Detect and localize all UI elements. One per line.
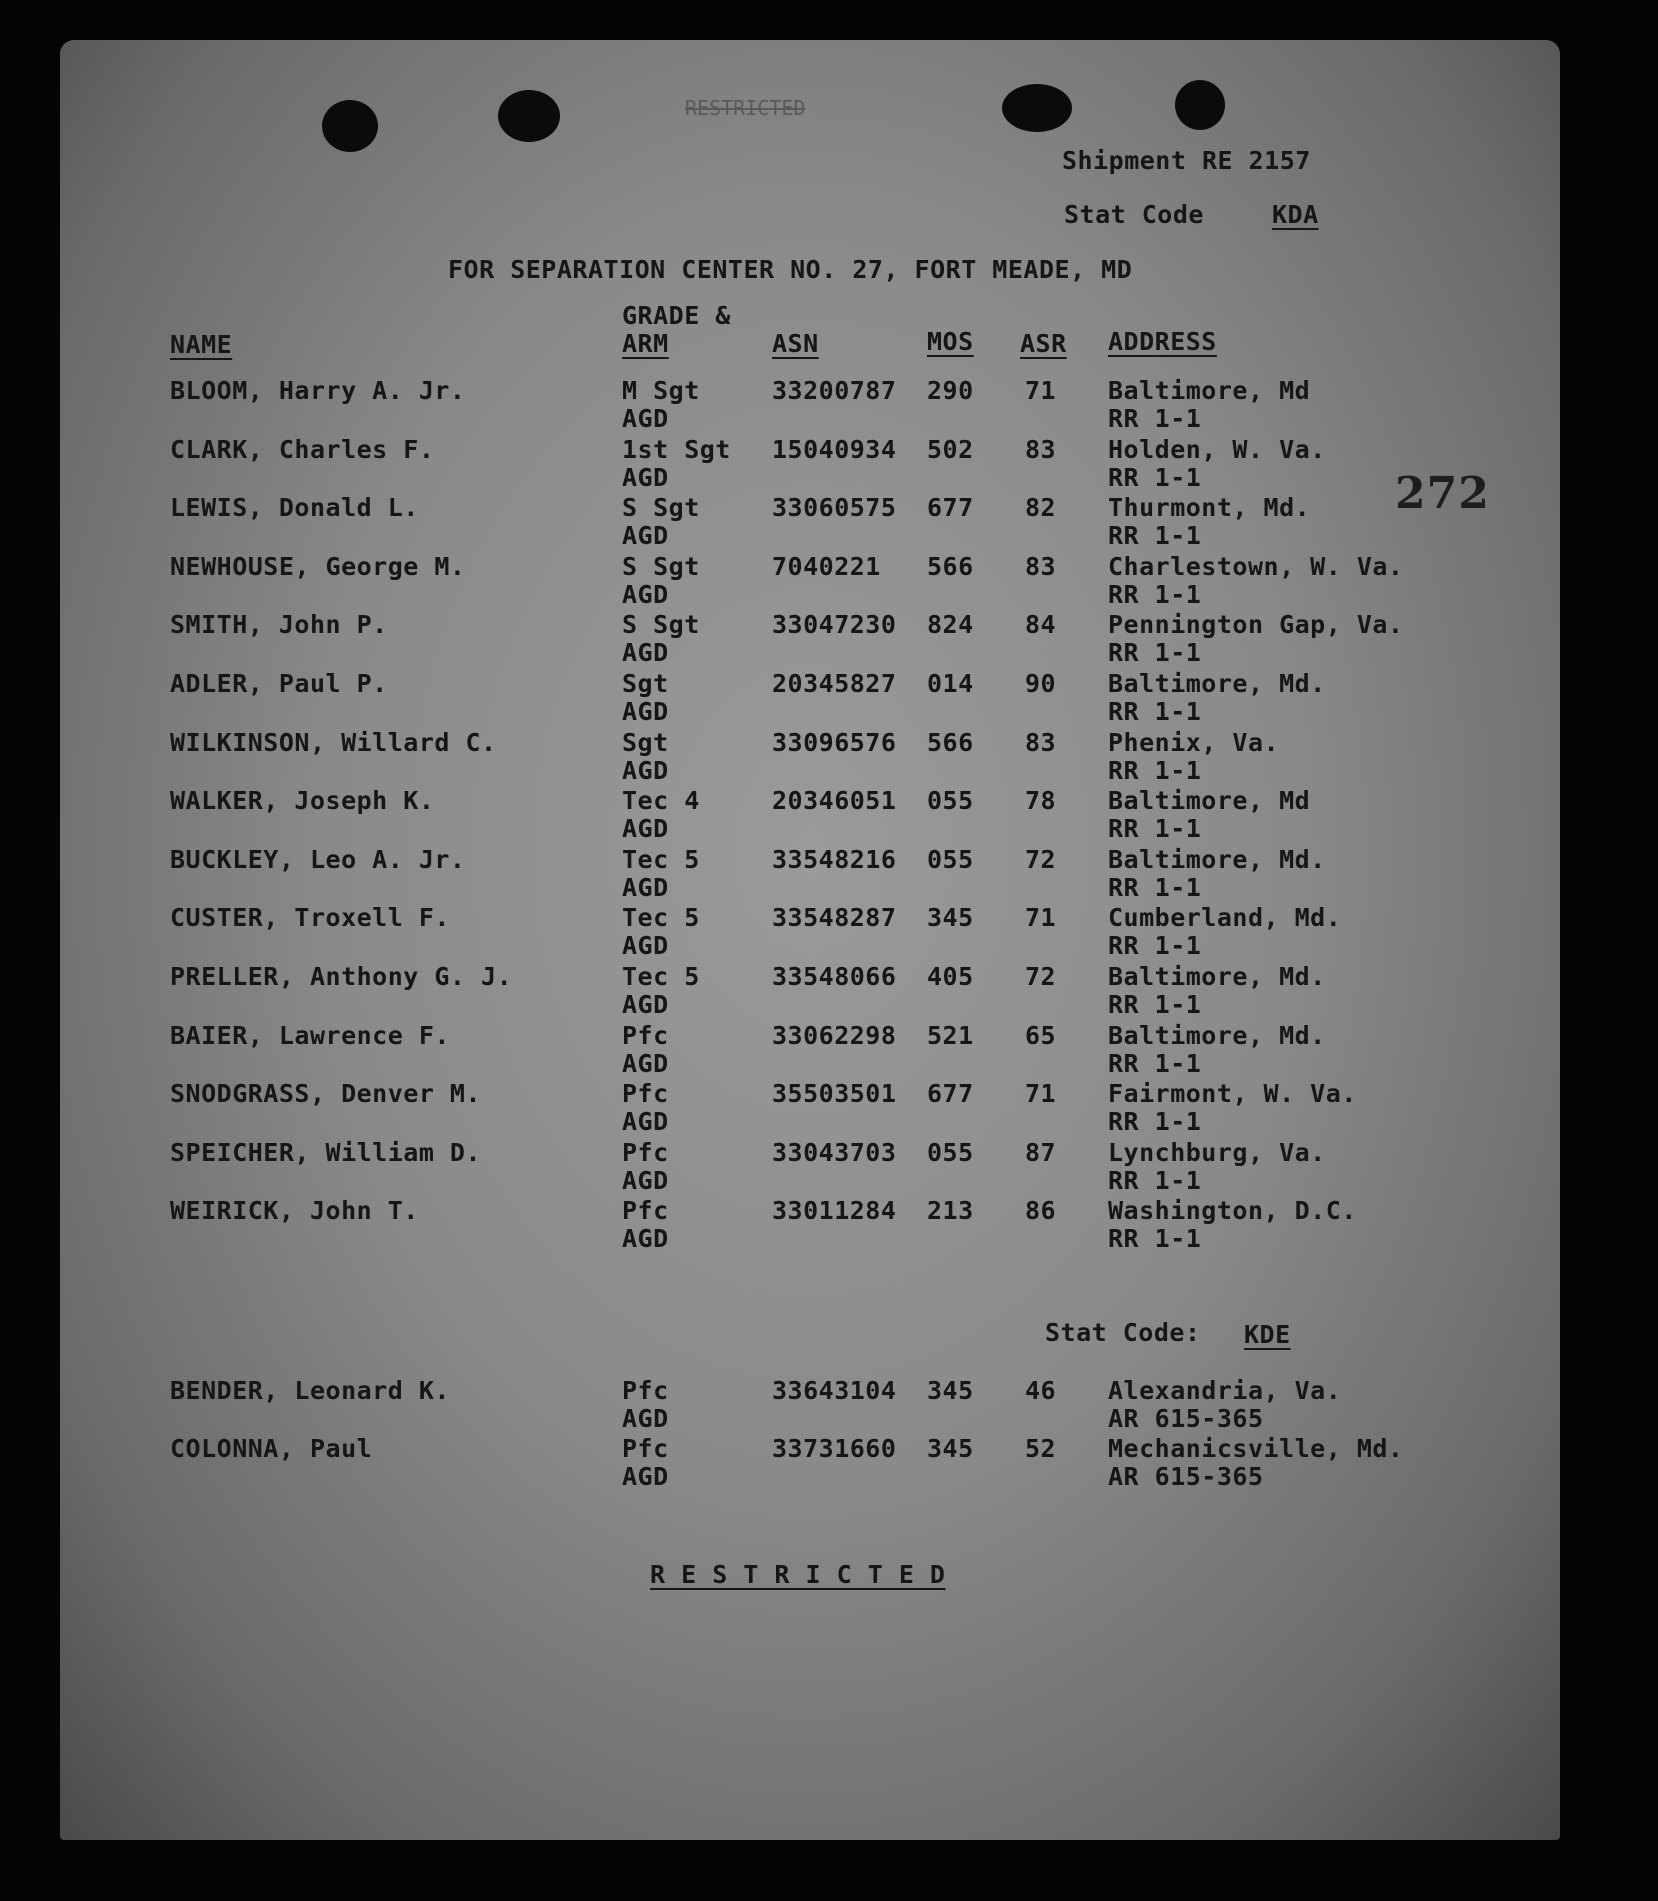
cell-grade: S Sgt [622, 551, 700, 581]
cell-address: Pennington Gap, Va. [1108, 610, 1404, 640]
cell-asr: 84 [1025, 610, 1057, 640]
cell-asr: 83 [1025, 434, 1057, 464]
stat-code-label: Stat Code [1064, 200, 1204, 229]
cell-auth: RR 1-1 [1108, 579, 1202, 609]
cell-auth: RR 1-1 [1108, 404, 1202, 433]
cell-auth: AR 615-365 [1108, 1404, 1264, 1433]
cell-address: Holden, W. Va. [1108, 434, 1326, 464]
cell-address: Charlestown, W. Va. [1108, 551, 1404, 581]
cell-asr: 83 [1025, 727, 1057, 757]
cell-asr: 82 [1025, 493, 1057, 523]
cell-mos: 345 [927, 1434, 974, 1463]
cell-auth: RR 1-1 [1108, 697, 1202, 726]
col-header-asn: ASN [772, 329, 819, 358]
cell-arm: AGD [622, 1224, 669, 1254]
cell-grade: Pfc [622, 1079, 669, 1109]
col-header-name: NAME [170, 330, 233, 359]
cell-grade: Pfc [622, 1137, 669, 1167]
cell-asn: 20346051 [772, 786, 897, 816]
cell-grade: Tec 5 [622, 903, 700, 933]
cell-asn: 35503501 [772, 1079, 897, 1109]
cell-name: LEWIS, Donald L. [170, 493, 419, 523]
cell-grade: Pfc [622, 1196, 669, 1226]
cell-asn: 33548216 [772, 844, 897, 874]
cell-name: WEIRICK, John T. [170, 1196, 419, 1226]
cell-asn: 33062298 [772, 1020, 897, 1050]
cell-mos: 055 [927, 786, 974, 816]
cell-auth: RR 1-1 [1108, 521, 1202, 551]
document-title: FOR SEPARATION CENTER NO. 27, FORT MEADE, MD [448, 255, 1133, 284]
cell-name: CLARK, Charles F. [170, 434, 435, 464]
cell-arm: AGD [622, 1404, 669, 1433]
cell-arm: AGD [622, 990, 669, 1019]
cell-address: Mechanicsville, Md. [1108, 1434, 1404, 1463]
cell-name: ADLER, Paul P. [170, 669, 388, 698]
cell-grade: Tec 4 [622, 786, 700, 816]
page-number-stamp: 272 [1395, 468, 1490, 519]
col-header-address: ADDRESS [1108, 327, 1217, 356]
cell-name: SMITH, John P. [170, 610, 388, 640]
cell-name: BUCKLEY, Leo A. Jr. [170, 844, 466, 874]
stat-code-value: KDA [1272, 200, 1319, 229]
cell-mos: 213 [927, 1196, 974, 1226]
cell-auth: RR 1-1 [1108, 1048, 1202, 1078]
cell-name: SPEICHER, William D. [170, 1137, 482, 1167]
col-header-grade-top: GRADE & [622, 301, 731, 330]
cell-address: Baltimore, Md [1108, 786, 1311, 816]
cell-arm: AGD [622, 579, 669, 609]
cell-mos: 521 [927, 1020, 974, 1050]
cell-arm: AGD [622, 1107, 669, 1137]
cell-address: Lynchburg, Va. [1108, 1137, 1326, 1167]
cell-auth: RR 1-1 [1108, 1107, 1202, 1137]
cell-arm: AGD [622, 755, 669, 785]
cell-asr: 71 [1025, 1079, 1057, 1109]
cell-asn: 33200787 [772, 376, 897, 405]
cell-mos: 677 [927, 1079, 974, 1109]
stat-code-2-value: KDE [1244, 1320, 1291, 1349]
cell-auth: RR 1-1 [1108, 931, 1202, 961]
cell-mos: 405 [927, 962, 974, 991]
cell-arm: AGD [622, 462, 669, 492]
cell-asn: 15040934 [772, 434, 897, 464]
cell-address: Cumberland, Md. [1108, 903, 1342, 933]
shipment-number: Shipment RE 2157 [1062, 146, 1311, 175]
cell-asr: 46 [1025, 1376, 1057, 1405]
cell-address: Baltimore, Md. [1108, 669, 1326, 698]
cell-asr: 86 [1025, 1196, 1057, 1226]
cell-name: SNODGRASS, Denver M. [170, 1079, 482, 1109]
punch-hole [1175, 80, 1225, 130]
document-page [60, 40, 1560, 1840]
cell-auth: RR 1-1 [1108, 462, 1202, 492]
cell-auth: RR 1-1 [1108, 1224, 1202, 1254]
cell-address: Baltimore, Md. [1108, 962, 1326, 991]
cell-auth: RR 1-1 [1108, 755, 1202, 785]
cell-auth: AR 615-365 [1108, 1462, 1264, 1491]
cell-asr: 78 [1025, 786, 1057, 816]
cell-address: Baltimore, Md [1108, 376, 1311, 405]
cell-address: Alexandria, Va. [1108, 1376, 1342, 1405]
cell-grade: S Sgt [622, 610, 700, 640]
cell-asr: 87 [1025, 1137, 1057, 1167]
cell-asr: 65 [1025, 1020, 1057, 1050]
cell-asn: 33096576 [772, 727, 897, 757]
cell-grade: Tec 5 [622, 844, 700, 874]
cell-asn: 33011284 [772, 1196, 897, 1226]
cell-mos: 345 [927, 903, 974, 933]
cell-name: WALKER, Joseph K. [170, 786, 435, 816]
punch-hole [1002, 84, 1072, 132]
cell-mos: 566 [927, 551, 974, 581]
cell-name: BAIER, Lawrence F. [170, 1020, 450, 1050]
cell-arm: AGD [622, 872, 669, 902]
cell-asr: 71 [1025, 376, 1057, 405]
cell-auth: RR 1-1 [1108, 872, 1202, 902]
cell-mos: 055 [927, 844, 974, 874]
cell-address: Thurmont, Md. [1108, 493, 1311, 523]
cell-address: Washington, D.C. [1108, 1196, 1357, 1226]
cell-arm: AGD [622, 1048, 669, 1078]
cell-grade: Pfc [622, 1020, 669, 1050]
cell-asn: 33643104 [772, 1376, 897, 1405]
cell-name: NEWHOUSE, George M. [170, 551, 466, 581]
cell-mos: 345 [927, 1376, 974, 1405]
cell-grade: M Sgt [622, 376, 700, 405]
cell-mos: 290 [927, 376, 974, 405]
cell-auth: RR 1-1 [1108, 1165, 1202, 1195]
cell-arm: AGD [622, 697, 669, 726]
cell-address: Baltimore, Md. [1108, 1020, 1326, 1050]
cell-name: BENDER, Leonard K. [170, 1376, 450, 1405]
cell-name: PRELLER, Anthony G. J. [170, 962, 513, 991]
cell-name: WILKINSON, Willard C. [170, 727, 497, 757]
cell-mos: 566 [927, 727, 974, 757]
punch-hole [322, 100, 378, 152]
cell-grade: Sgt [622, 727, 669, 757]
cell-mos: 502 [927, 434, 974, 464]
cell-address: Phenix, Va. [1108, 727, 1280, 757]
cell-grade: S Sgt [622, 493, 700, 523]
crossed-restricted-stamp: RESTRICTED [685, 96, 806, 120]
cell-address: Fairmont, W. Va. [1108, 1079, 1357, 1109]
cell-mos: 824 [927, 610, 974, 640]
cell-asr: 71 [1025, 903, 1057, 933]
cell-grade: 1st Sgt [622, 434, 731, 464]
col-header-mos: MOS [927, 327, 974, 356]
cell-grade: Pfc [622, 1376, 669, 1405]
cell-grade: Sgt [622, 669, 669, 698]
cell-asr: 72 [1025, 844, 1057, 874]
cell-name: COLONNA, Paul [170, 1434, 373, 1463]
cell-name: CUSTER, Troxell F. [170, 903, 450, 933]
cell-asr: 83 [1025, 551, 1057, 581]
cell-asn: 33060575 [772, 493, 897, 523]
restricted-footer: R E S T R I C T E D [650, 1560, 946, 1589]
cell-asn: 33043703 [772, 1137, 897, 1167]
cell-arm: AGD [622, 1165, 669, 1195]
punch-hole [498, 90, 560, 142]
stat-code-2-label: Stat Code: [1045, 1318, 1201, 1347]
cell-auth: RR 1-1 [1108, 814, 1202, 844]
cell-grade: Pfc [622, 1434, 669, 1463]
cell-asn: 33548066 [772, 962, 897, 991]
cell-asr: 72 [1025, 962, 1057, 991]
cell-auth: RR 1-1 [1108, 638, 1202, 668]
cell-asn: 33047230 [772, 610, 897, 640]
cell-mos: 677 [927, 493, 974, 523]
cell-asr: 90 [1025, 669, 1057, 698]
col-header-arm: ARM [622, 329, 669, 358]
cell-asn: 7040221 [772, 551, 881, 581]
cell-arm: AGD [622, 931, 669, 961]
cell-auth: RR 1-1 [1108, 990, 1202, 1019]
cell-asn: 20345827 [772, 669, 897, 698]
cell-arm: AGD [622, 404, 669, 433]
cell-asn: 33731660 [772, 1434, 897, 1463]
cell-address: Baltimore, Md. [1108, 844, 1326, 874]
col-header-asr: ASR [1020, 329, 1067, 358]
cell-asn: 33548287 [772, 903, 897, 933]
cell-arm: AGD [622, 638, 669, 668]
cell-mos: 014 [927, 669, 974, 698]
cell-asr: 52 [1025, 1434, 1057, 1463]
cell-arm: AGD [622, 1462, 669, 1491]
cell-arm: AGD [622, 521, 669, 551]
cell-mos: 055 [927, 1137, 974, 1167]
cell-grade: Tec 5 [622, 962, 700, 991]
cell-arm: AGD [622, 814, 669, 844]
cell-name: BLOOM, Harry A. Jr. [170, 376, 466, 405]
